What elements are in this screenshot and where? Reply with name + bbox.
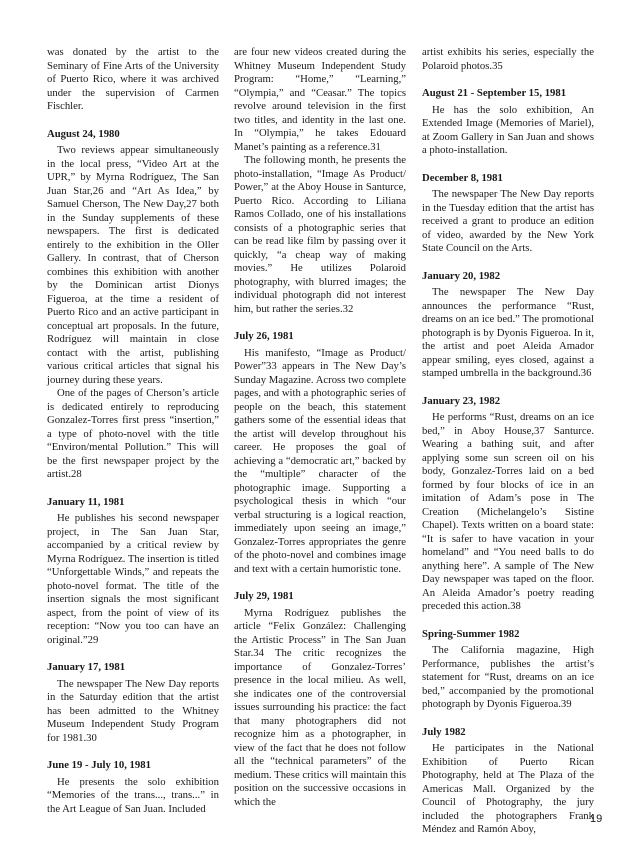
paragraph: He publishes his second newspaper project, in The San Juan Star, accompanied by a critical review by Myrna Rodríguez. The insertion is titled “Unforgettable Winds,” and repeats the photo-novel format. The title of the insertion signals the most significant aspect, from the point of view of its reception: “Now you too can have an original.”29 — [47, 512, 219, 646]
page-number: 19 — [590, 813, 603, 825]
paragraph: The newspaper The New Day announces the performance “Rust, dreams on an ice bed.” The promotional photograph is by Dyonis Figueroa. In it, the artist and poet Aleida Amador appear smiling, eyes closed, against a stamped umbrella in the background.36 — [422, 286, 594, 379]
paragraph: The California magazine, High Performance, publishes the artist’s statement for “Rust, dreams on an ice bed,” accompanied by the promotional photograph by Dyonis Figueroa.39 — [422, 644, 594, 710]
entry-date-heading: December 8, 1981 — [422, 171, 503, 184]
continued-paragraph: was donated by the artist to the Seminary of Fine Arts of the University of Puerto Rico, where it was archived under the supervision of Carmen Fischler. — [47, 46, 219, 112]
paragraph: He presents the solo exhibition “Memories of the trans..., trans...” in the Art League of San Juan. Included — [47, 775, 219, 815]
entry-date-heading: August 21 - September 15, 1981 — [422, 87, 567, 99]
entry-date-heading: July 29, 1981 — [234, 590, 294, 602]
continued-paragraph: artist exhibits his series, especially the Polaroid photos.35 — [422, 46, 594, 72]
entry-date-heading: January 20, 1982 — [422, 269, 501, 282]
paragraph: The following month, he presents the photo-installation, “Image As Product/ Power,” at the Aboy House in Santurce, Puerto Rico. According to Liliana Ramos Collado, one of his installations consists of a photographic series that can be read like film by passing over it quickly, “a cheap way of making movies.” He utilizes Polaroid photography, with blurred images; the individual photograph did not interest him, but rather the series.32 — [234, 154, 406, 315]
text-column-2 — [234, 46, 406, 809]
paragraph: Two reviews appear simultaneously in the local press, “Video Art at the UPR,” by Myrna Rodríguez, The San Juan Star,26 and “Art As Idea,” by Samuel Cherson, The New Day,27 both in the Sunday supplements of these newspapers. The first is dedicated entirely to the exhibition in the Oller Gallery. In contrast, that of Cherson combines this exhibition with another by the Dominican artist Dionys Figueroa, at the time a resident of Puerto Rico and an active participant in conceptual art proposals. In the future, Rodríguez will maintain in close contact with the artist, publishing various critical articles that signal his journey during these years. — [47, 144, 219, 386]
entry-date-heading: July 26, 1981 — [234, 330, 294, 342]
text-column-1 — [47, 46, 219, 816]
entry-date-heading: January 23, 1982 — [422, 394, 501, 407]
continued-paragraph: are four new videos created during the Whitney Museum Independent Study Program: “Home,” “Learning,” “Olympia,” and “Ceasar.” The topics revolve around television in the first two titles, and identity in the last one. In “Olympia,” he takes Edouard Manet’s painting as a reference.31 — [234, 46, 406, 153]
paragraph: He participates in the National Exhibition of Puerto Rican Photography, held at The Plaza of the Americas Mall. Organized by the Council of Photography, the jury included the photographers Frank Méndez and Ramón Aboy, — [422, 742, 594, 835]
paragraph: He has the solo exhibition, An Extended Image (Memories of Mariel), at Zoom Gallery in San Juan and shows a photo-installation. — [422, 103, 594, 156]
entry-date-heading: July 1982 — [422, 725, 466, 738]
entry-date-heading: January 11, 1981 — [47, 495, 125, 508]
entry-date-heading: January 17, 1981 — [47, 661, 126, 673]
paragraph: The newspaper The New Day reports in the Tuesday edition that the artist has received a grant to produce an edition of video, awarded by the New York State Council on the Arts. — [422, 188, 594, 254]
paragraph: The newspaper The New Day reports in the Saturday edition that the artist has been admitted to the Whitney Museum Independent Study Program for 1981.30 — [47, 677, 219, 744]
entry-date-heading: August 24, 1980 — [47, 127, 120, 140]
paragraph: His manifesto, “Image as Product/ Power”33 appears in The New Day’s Sunday Magazine. Across two complete pages, and with a photographic series of people on the beach, this statement gathers some of the essential ideas that the artist will develop throughout his career. He proposes the goal of achieving a “democratic art,” backed by the “multiple” character of the photographic image. Supporting a psychological thesis in which “our verbal structuring is a logical reaction, immediately upon seeing an image,” Gonzalez-Torres appropriates the genre of the photo-novel and combines image and text with a certain humoristic tone. — [234, 346, 406, 575]
entry-date-heading: June 19 - July 10, 1981 — [47, 759, 151, 771]
entry-date-heading: Spring-Summer 1982 — [422, 627, 520, 640]
paragraph: He performs “Rust, dreams on an ice bed,” in Aboy House,37 Santurce. Wearing a bathing suit, and after applying some sun screen oil on his body, Gonzalez-Torres laid on a bed formed by four blocks of ice in an imitation of Adam’s pose in The Creation (Michelangelo’s Sistine Chapel). Texts written on a board state: “It is safer to have vacation in your homeland” and “You need balls to do anything here”. A sample of The New Day newspaper was taped on the floor. An Aleida Amador’s poetry reading preceded this action.38 — [422, 411, 594, 612]
text-column-3 — [422, 46, 594, 837]
paragraph: Myrna Rodríguez publishes the article “Felix González: Challenging the Artistic Process” in The San Juan Star.34 The critic recognizes the importance of Gonzalez-Torres’ presence in the local milieu. As well, she indicates one of the controversial issues surrounding his practice: the fact that many photographers did not recognize him as a photographer, in view of the fact that he does not follow all the “technical parameters” of the medium. These critics will maintain this position on the successive occasions in which the — [234, 606, 406, 808]
paragraph: One of the pages of Cherson’s article is dedicated entirely to reproducing Gonzalez-Torres first press “insertion,” a type of photo-novel with the title “Environ/mental Pollution.” This will be the first newspaper project by the artist.28 — [47, 387, 219, 480]
